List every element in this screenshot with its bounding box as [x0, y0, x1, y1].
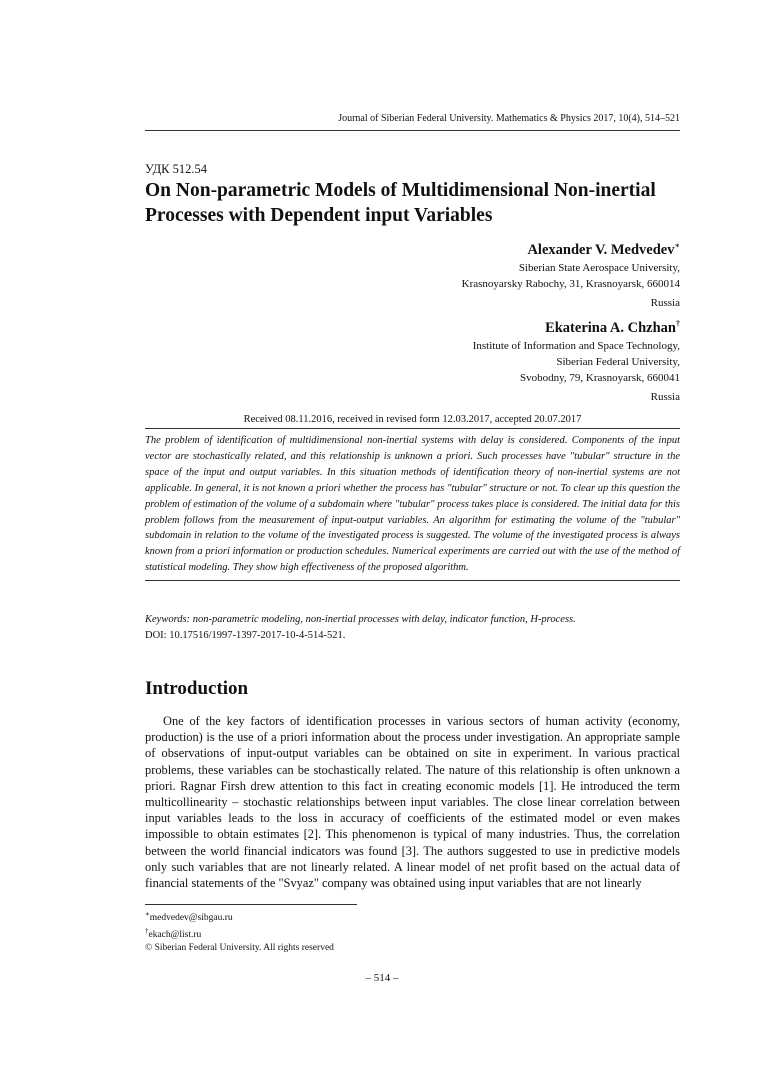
page-number: – 514 – [365, 972, 399, 984]
author-name [280, 236, 680, 260]
author-affiliation-line: Krasnoyarsky Rabochy, 31, Krasnoyarsk, 660014 [461, 277, 680, 290]
footnotes [145, 908, 334, 955]
received-dates: Received 08.11.2016, received in revised form 12.03.2017, accepted 20.07.2017 [145, 414, 680, 429]
author-country: Russia [650, 296, 680, 309]
footnote [145, 908, 334, 925]
author-country: Russia [650, 390, 680, 403]
keywords-label: Keywords: [145, 614, 191, 625]
author-name-text: Alexander V. Medvedev [527, 241, 675, 258]
copyright-note: © Siberian Federal University. All rights reserved [145, 943, 334, 954]
journal-header: Journal of Siberian Federal University. Mathematics & Physics 2017, 10(4), 514–521 [145, 113, 680, 131]
footnote-mark: † [145, 927, 149, 936]
section-heading: Introduction [145, 678, 249, 699]
author-block-1 [280, 236, 680, 311]
body-paragraph: One of the key factors of identification processes in various sectors of human activity (economy, production) is the use of a priori information about the process under investigation. An appropriate sample of observations of input-output variables can be obtained on site in experiment. In various practical problems, these variables can be stochastically related. The nature of this relationship is often unknown a priori. Ragnar Firsh drew attention to this fact in creating economic models [1]. He introduced the term multicollinearity – stochastic relationships between input variables. The close linear correlation between input variables leads to the loss in accuracy of coefficients of the estimated model or even makes impossible to obtain estimates [2]. This phenomenon is typical of many industries. Thus, the correlation between the world financial indicators was found [3]. The authors suggested to use in predictive models only such variables that are not linearly related. A linear model of net profit based on the actual data of financial statements of the "Svyaz" company was obtained using input variables that are not linearly [145, 714, 680, 891]
author-affiliation-line: Siberian Federal University, [556, 355, 680, 368]
footnote-rule [145, 904, 357, 905]
doi: DOI: 10.17516/1997-1397-2017-10-4-514-521. [145, 629, 346, 641]
author-footnote-mark: ∗ [674, 241, 680, 250]
footnote-email: ekach@list.ru [148, 930, 202, 941]
keywords-block [145, 612, 680, 643]
author-name-text: Ekaterina A. Chzhan [545, 319, 676, 336]
footnote-email: medvedev@sibgau.ru [149, 913, 233, 924]
author-affiliation-line: Institute of Information and Space Technology, [472, 339, 680, 352]
author-affiliation-line: Svobodny, 79, Krasnoyarsk, 660041 [520, 371, 680, 384]
keywords-text: non-parametric modeling, non-inertial processes with delay, indicator function, H-process. [192, 614, 576, 625]
author-affiliation-line: Siberian State Aerospace University, [518, 261, 680, 274]
paper-title: On Non-parametric Models of Multidimensional Non-inertial Processes with Dependent input Variables [145, 180, 656, 226]
keywords-line [145, 612, 680, 628]
author-footnote-mark: † [676, 319, 680, 328]
author-block-2 [280, 314, 680, 405]
author-name [280, 314, 680, 338]
abstract: The problem of identification of multidimensional non-inertial systems with delay is considered. Components of the input vector are stochastically related, and this relationship is unknown a priori. Such processes have "tubular" structure in the space of the input and output variables. In this situation methods of identification theory of non-inertial systems are not applicable. In general, it is not known a priori whether the process has "tubular" structure or not. To clear up this question the problem of estimation of the volume of a subdomain where "tubular" process takes place is considered. The initial data for this problem follows from the measurement of input-output variables. An algorithm for estimating the volume of the "tubular" subdomain in relation to the volume of the investigated process is suggested. The volume of the investigated process is always known from a priori information or production schedules. Numerical experiments are carried out with the use of the method of statistical modeling. They show high effectiveness of the proposed algorithm. [145, 433, 680, 581]
footnote-mark: ∗ [145, 910, 150, 918]
footnote [145, 925, 334, 942]
udc-code: УДК 512.54 [145, 162, 207, 176]
